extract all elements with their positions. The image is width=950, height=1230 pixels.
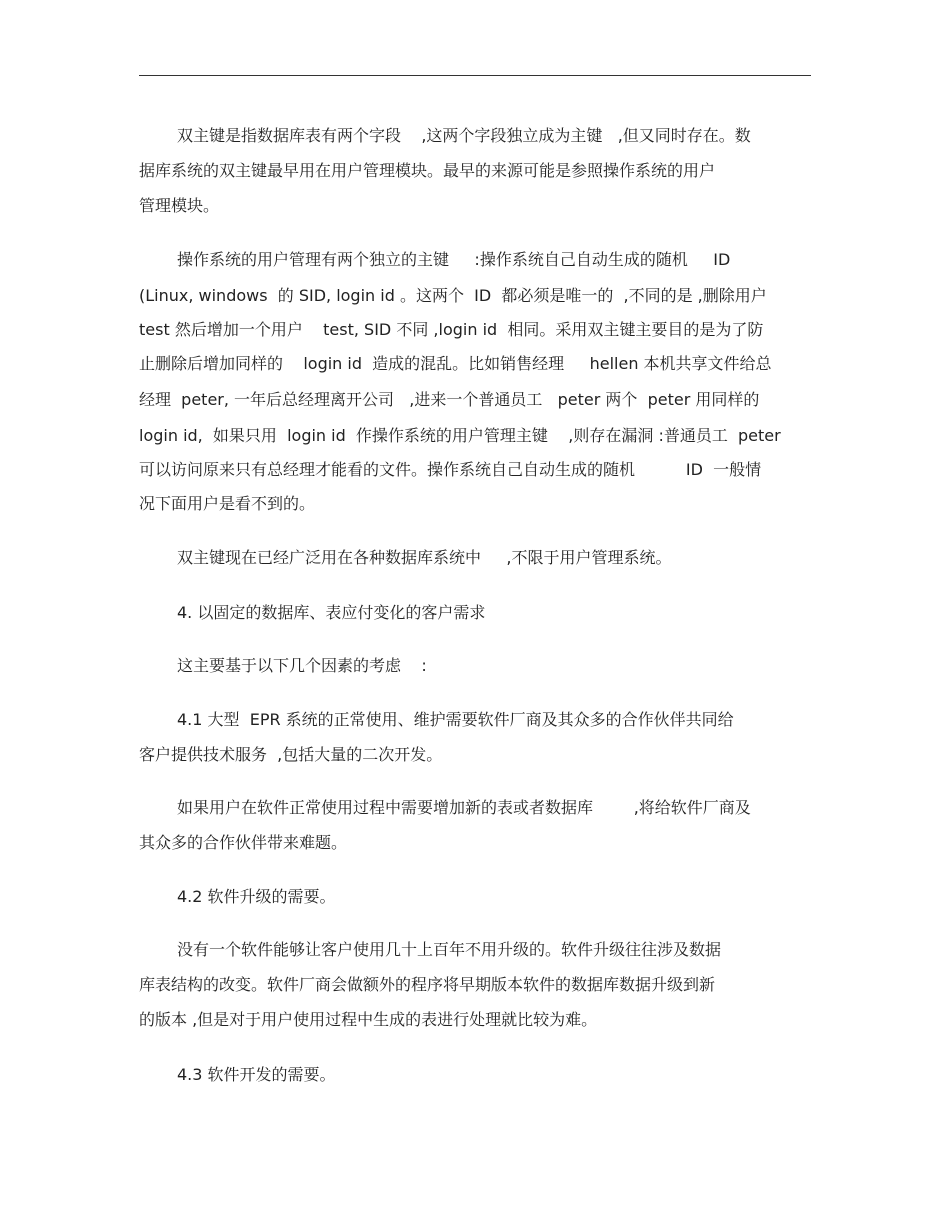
- paragraph-6-line-1: 4.1 大型 EPR 系统的正常使用、维护需要软件厂商及其众多的合作伙伴共同给: [177, 710, 734, 729]
- paragraph-6-line-2: 客户提供技术服务 ,包括大量的二次开发。: [139, 745, 443, 764]
- paragraph-7-line-2: 其众多的合作伙伴带来难题。: [139, 833, 348, 852]
- paragraph-1-line-2: 据库系统的双主键最早用在用户管理模块。最早的来源可能是参照操作系统的用户: [139, 161, 716, 180]
- paragraph-9-line-2: 库表结构的改变。软件厂商会做额外的程序将早期版本软件的数据库数据升级到新: [139, 975, 716, 994]
- paragraph-2-line-2: (Linux, windows 的 SID, login id 。这两个 ID 都必须是唯一的 ,不同的是 ,删除用户: [139, 286, 767, 305]
- paragraph-1-line-1: 双主键是指数据库表有两个字段 ,这两个字段独立成为主键 ,但又同时存在。数: [177, 126, 751, 145]
- paragraph-2-line-1: 操作系统的用户管理有两个独立的主键 :操作系统自己自动生成的随机 ID: [177, 250, 731, 269]
- section-4-3-heading: 4.3 软件开发的需要。: [177, 1065, 336, 1084]
- paragraph-2-line-3: test 然后增加一个用户 test, SID 不同 ,login id 相同。采用双主键主要目的是为了防: [139, 320, 764, 339]
- paragraph-2-line-7: 可以访问原来只有总经理才能看的文件。操作系统自己自动生成的随机 ID 一般情: [139, 460, 762, 479]
- paragraph-3-line-1: 双主键现在已经广泛用在各种数据库系统中 ,不限于用户管理系统。: [177, 548, 672, 567]
- paragraph-5-line-1: 这主要基于以下几个因素的考虑 :: [177, 656, 427, 675]
- paragraph-2-line-6: login id, 如果只用 login id 作操作系统的用户管理主键 ,则存在漏洞 :普通员工 peter: [139, 426, 781, 445]
- paragraph-2-line-8: 况下面用户是看不到的。: [139, 494, 316, 513]
- paragraph-9-line-1: 没有一个软件能够让客户使用几十上百年不用升级的。软件升级往往涉及数据: [177, 940, 722, 959]
- paragraph-1-line-3: 管理模块。: [139, 196, 220, 215]
- section-4-2-heading: 4.2 软件升级的需要。: [177, 887, 336, 906]
- paragraph-2-line-5: 经理 peter, 一年后总经理离开公司 ,进来一个普通员工 peter 两个 peter 用同样的: [139, 390, 760, 409]
- paragraph-2-line-4: 止删除后增加同样的 login id 造成的混乱。比如销售经理 hellen 本机共享文件给总: [139, 354, 772, 373]
- section-4-heading: 4. 以固定的数据库、表应付变化的客户需求: [177, 603, 486, 622]
- header-rule: [139, 75, 811, 76]
- paragraph-9-line-3: 的版本 ,但是对于用户使用过程中生成的表进行处理就比较为难。: [139, 1010, 598, 1029]
- paragraph-7-line-1: 如果用户在软件正常使用过程中需要增加新的表或者数据库 ,将给软件厂商及: [177, 798, 751, 817]
